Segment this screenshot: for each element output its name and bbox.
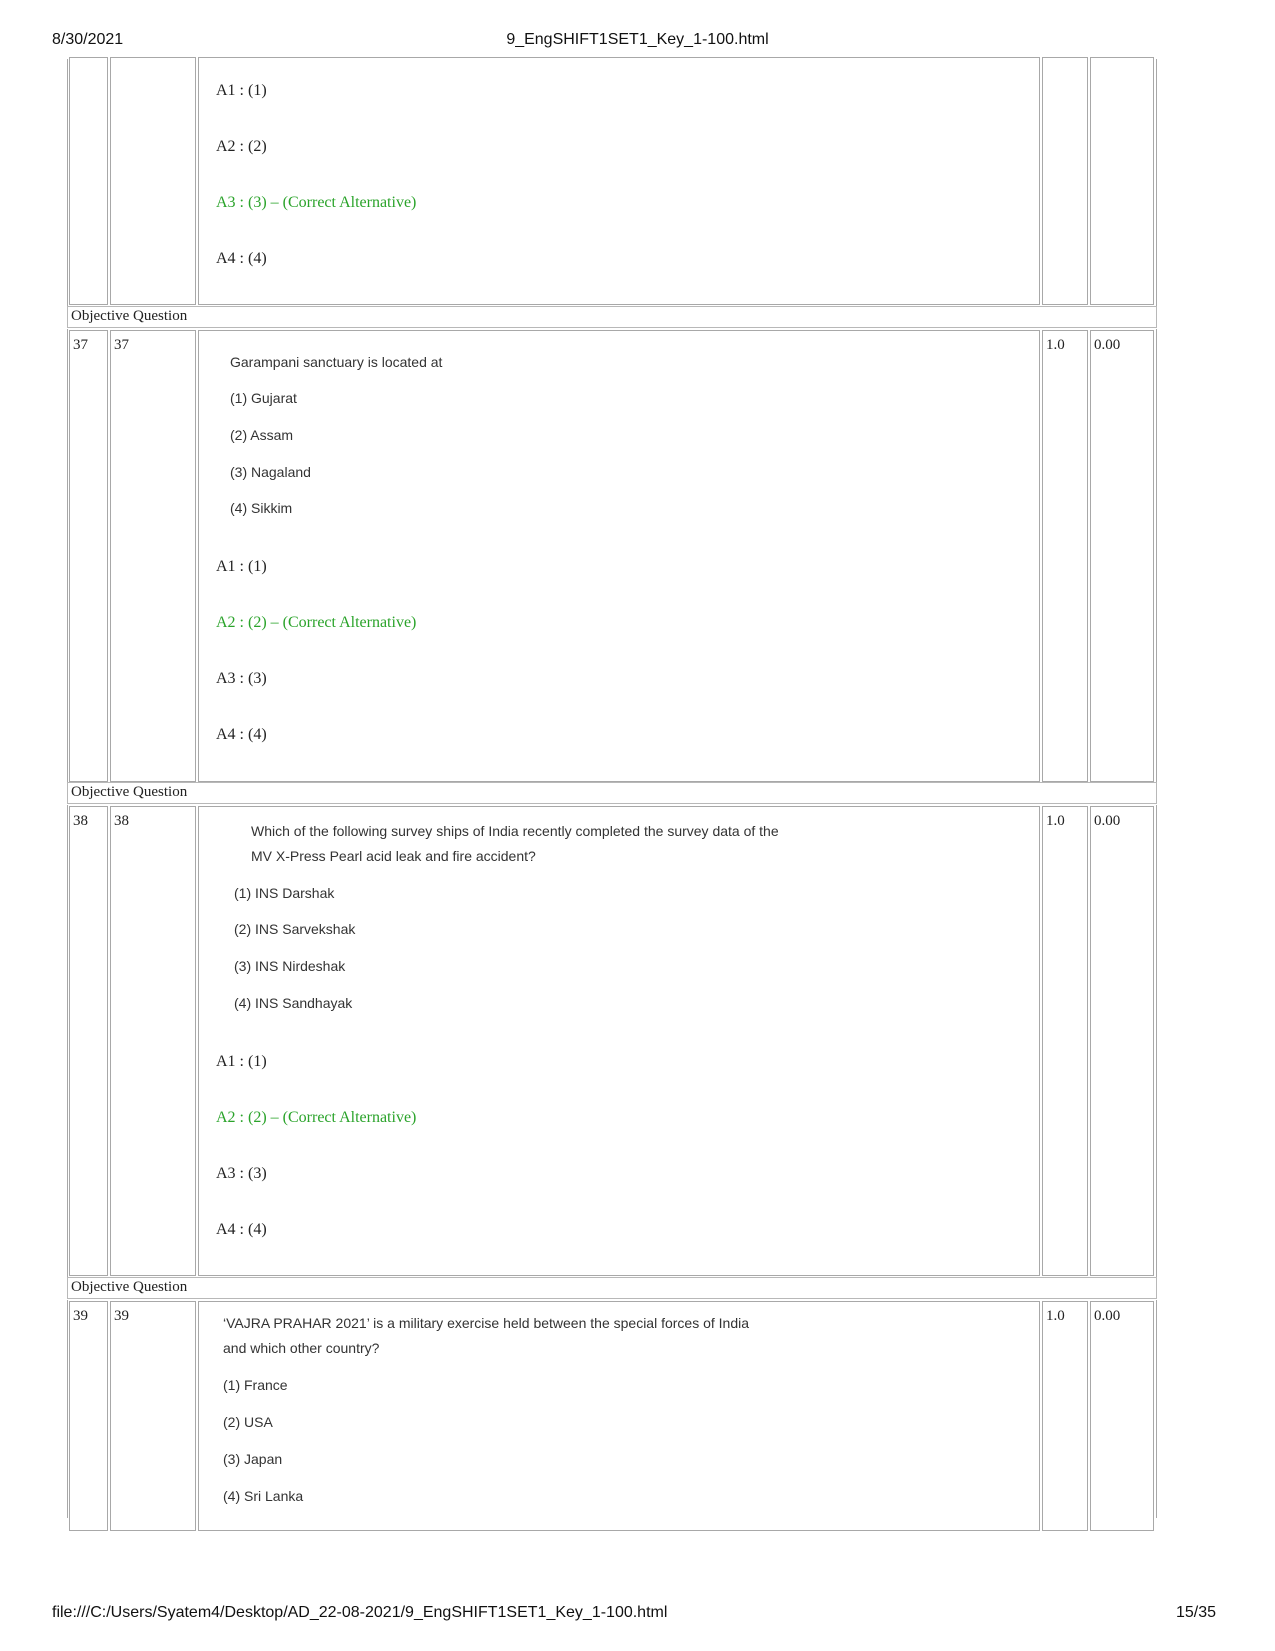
content-cell	[198, 1301, 1040, 1531]
question-option: (4) INS Sandhayak	[234, 995, 353, 1011]
marks-value: 1.0	[1046, 813, 1065, 829]
question-text: ‘VAJRA PRAHAR 2021’ is a military exercise held between the special forces of India	[223, 1315, 750, 1331]
question-id: 39	[114, 1308, 129, 1324]
qid-cell	[110, 330, 196, 782]
table-border	[1156, 59, 1157, 306]
content-cell	[198, 57, 1040, 305]
page-number: 15/35	[1175, 1604, 1216, 1621]
correct-answer-option: A3 : (3) – (Correct Alternative)	[216, 194, 417, 211]
question-option: (2) INS Sarvekshak	[234, 921, 356, 937]
answer-option: A3 : (3)	[216, 670, 267, 687]
sno-cell	[69, 806, 108, 1276]
section-row-cell	[67, 1277, 1157, 1299]
section-label: Objective Question	[71, 308, 188, 324]
table-border	[67, 329, 68, 782]
content-cell	[198, 806, 1040, 1276]
marks-cell	[1042, 57, 1088, 305]
answer-option: A4 : (4)	[216, 250, 267, 267]
file-path: file:///C:/Users/Syatem4/Desktop/AD_22-08-2021/9_EngSHIFT1SET1_Key_1-100.html	[52, 1604, 668, 1621]
marks-cell	[1042, 1301, 1088, 1531]
table-border	[1156, 1300, 1157, 1518]
question-text: Garampani sanctuary is located at	[230, 354, 443, 370]
question-option: (3) Nagaland	[230, 464, 311, 480]
question-option: (3) INS Nirdeshak	[234, 958, 346, 974]
qid-cell	[110, 806, 196, 1276]
table-border	[67, 1300, 68, 1518]
table-border	[1156, 329, 1157, 782]
marks-value: 1.0	[1046, 337, 1065, 353]
sno-cell	[69, 330, 108, 782]
question-option: (4) Sikkim	[230, 500, 293, 516]
question-serial-number: 38	[73, 813, 88, 829]
document-title: 9_EngSHIFT1SET1_Key_1-100.html	[506, 31, 769, 48]
question-option: (2) Assam	[230, 427, 294, 443]
correct-answer-option: A2 : (2) – (Correct Alternative)	[216, 614, 417, 631]
sno-cell	[69, 1301, 108, 1531]
question-option: (1) INS Darshak	[234, 885, 335, 901]
table-border	[1156, 805, 1157, 1277]
content-cell	[198, 330, 1040, 782]
question-serial-number: 37	[73, 337, 88, 353]
print-date: 8/30/2021	[52, 31, 124, 48]
marks-cell	[1042, 806, 1088, 1276]
question-id: 38	[114, 813, 129, 829]
question-id: 37	[114, 337, 129, 353]
question-option: (2) USA	[223, 1414, 273, 1430]
question-serial-number: 39	[73, 1308, 88, 1324]
negative-cell	[1090, 57, 1154, 305]
section-row-cell	[67, 782, 1157, 804]
qid-cell	[110, 1301, 196, 1531]
answer-option: A4 : (4)	[216, 1221, 267, 1238]
negative-cell	[1090, 806, 1154, 1276]
section-row-cell	[67, 306, 1157, 328]
negative-marks-value: 0.00	[1094, 813, 1121, 829]
question-text: MV X-Press Pearl acid leak and fire accident?	[251, 848, 536, 864]
question-text: Which of the following survey ships of India recently completed the survey data of the	[251, 823, 779, 839]
question-option: (1) Gujarat	[230, 390, 297, 406]
answer-option: A4 : (4)	[216, 726, 267, 743]
table-border	[67, 59, 68, 306]
section-label: Objective Question	[71, 784, 188, 800]
question-text: and which other country?	[223, 1340, 380, 1356]
section-label: Objective Question	[71, 1279, 188, 1295]
negative-cell	[1090, 1301, 1154, 1531]
answer-option: A1 : (1)	[216, 558, 267, 575]
sno-cell	[69, 57, 108, 305]
marks-cell	[1042, 330, 1088, 782]
marks-value: 1.0	[1046, 1308, 1065, 1324]
correct-answer-option: A2 : (2) – (Correct Alternative)	[216, 1109, 417, 1126]
question-option: (1) France	[223, 1377, 288, 1393]
answer-option: A1 : (1)	[216, 82, 267, 99]
answer-option: A2 : (2)	[216, 138, 267, 155]
question-option: (4) Sri Lanka	[223, 1488, 304, 1504]
negative-cell	[1090, 330, 1154, 782]
negative-marks-value: 0.00	[1094, 337, 1121, 353]
negative-marks-value: 0.00	[1094, 1308, 1121, 1324]
answer-option: A3 : (3)	[216, 1165, 267, 1182]
table-border	[67, 805, 68, 1277]
question-option: (3) Japan	[223, 1451, 283, 1467]
answer-option: A1 : (1)	[216, 1053, 267, 1070]
qid-cell	[110, 57, 196, 305]
